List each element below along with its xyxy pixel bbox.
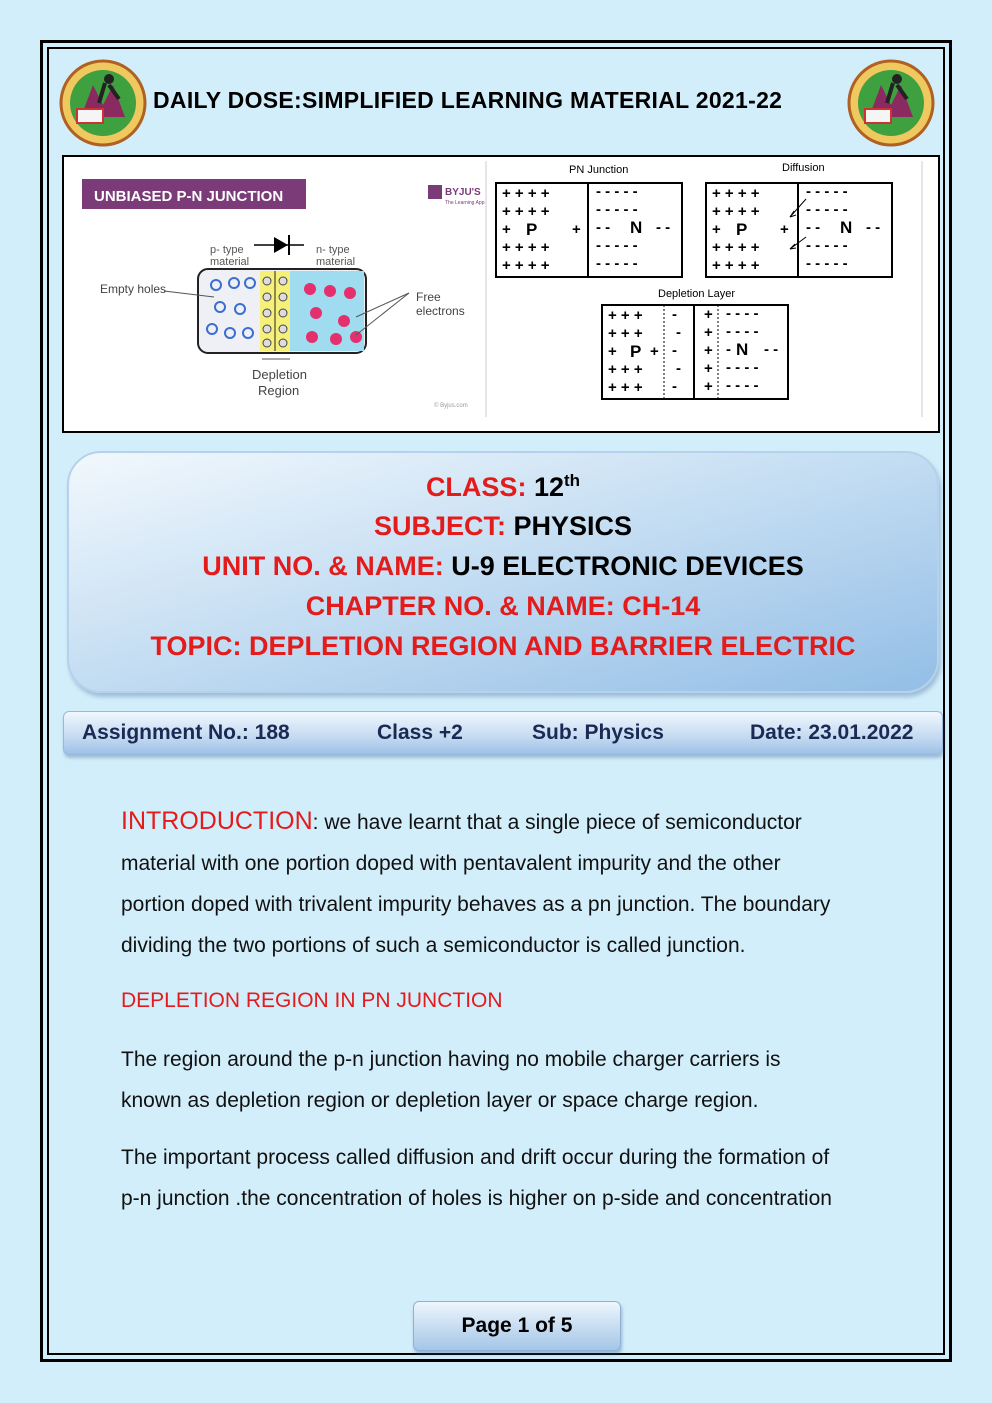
svg-text:+: + xyxy=(704,378,713,395)
svg-text:- - - - -: - - - - - xyxy=(596,237,638,254)
diffusion-n-letter: N xyxy=(840,218,853,237)
intro-paragraph xyxy=(121,801,921,966)
byjus-logo-icon xyxy=(428,185,442,199)
intro-line-3: portion doped with trivalent impurity behaves as a pn junction. The boundary xyxy=(121,893,831,916)
school-logo-left-icon xyxy=(59,59,147,147)
unbiased-title: UNBIASED P-N JUNCTION xyxy=(94,188,284,205)
pn-p-letter: P xyxy=(526,220,538,239)
svg-text:-: - xyxy=(726,341,731,358)
depletion-layer-title: Depletion Layer xyxy=(658,288,736,300)
svg-text:+ + + +: + + + + xyxy=(712,203,760,220)
svg-text:+ + + +: + + + + xyxy=(502,239,550,256)
class-line xyxy=(69,471,937,503)
svg-text:+: + xyxy=(712,221,721,238)
empty-holes-label: Empty holes xyxy=(100,282,167,296)
free-electrons-label-2: electrons xyxy=(416,304,465,318)
svg-text:+: + xyxy=(502,221,511,238)
svg-text:- - - - -: - - - - - xyxy=(596,201,638,218)
brand-tagline: The Learning App xyxy=(445,200,485,206)
svg-text:-: - xyxy=(672,378,677,395)
svg-text:- - - -: - - - - xyxy=(726,377,759,394)
school-logo-right-icon xyxy=(847,59,935,147)
free-electrons-label-1: Free xyxy=(416,290,441,304)
svg-text:-: - xyxy=(672,342,677,359)
svg-text:+ + + +: + + + + xyxy=(502,203,550,220)
svg-text:- -: - - xyxy=(764,341,779,358)
chapter-line: CHAPTER NO. & NAME: CH-14 xyxy=(305,591,701,621)
svg-text:- - - -: - - - - xyxy=(726,359,759,376)
svg-text:- - - - -: - - - - - xyxy=(806,183,848,200)
svg-text:+: + xyxy=(704,306,713,323)
pn-junction-figure xyxy=(62,155,940,433)
svg-text:+ + + +: + + + + xyxy=(712,257,760,274)
p-type-label-2: material xyxy=(210,256,250,268)
svg-text:- - - -: - - - - xyxy=(726,305,759,322)
svg-text:- -: - - xyxy=(806,219,821,236)
section-heading: DEPLETION REGION IN PN JUNCTION xyxy=(121,989,503,1012)
para2-line-2: p-n junction .the concentration of holes is higher on p-side and concentration xyxy=(121,1187,832,1210)
intro-line-4: dividing the two portions of such a semiconductor is called junction. xyxy=(121,934,746,957)
svg-text:- - - - -: - - - - - xyxy=(806,201,848,218)
topic-line: TOPIC: DEPLETION REGION AND BARRIER ELECTRIC xyxy=(150,631,856,661)
n-type-label-2: material xyxy=(316,256,356,268)
svg-text:+: + xyxy=(704,324,713,341)
pn-n-letter: N xyxy=(630,218,643,237)
svg-text:+: + xyxy=(608,343,617,360)
subject-value: PHYSICS xyxy=(513,511,633,541)
diffusion-p-letter: P xyxy=(736,220,748,239)
svg-text:-: - xyxy=(672,306,677,323)
svg-text:- - - - -: - - - - - xyxy=(806,237,848,254)
depletion-n-letter: N xyxy=(736,340,749,359)
svg-text:- - - -: - - - - xyxy=(726,323,759,340)
intro-line-2: material with one portion doped with pentavalent impurity and the other xyxy=(121,852,781,875)
svg-text:+ + + +: + + + + xyxy=(712,185,760,202)
svg-text:-: - xyxy=(676,360,681,377)
svg-text:- - - - -: - - - - - xyxy=(806,255,848,272)
svg-text:+ + + +: + + + + xyxy=(502,257,550,274)
copyright: © Byjus.com xyxy=(434,403,468,409)
svg-text:+ + +: + + + xyxy=(608,325,643,342)
svg-text:+ + +: + + + xyxy=(608,379,643,396)
unit-line xyxy=(69,551,937,582)
svg-text:- - - - -: - - - - - xyxy=(596,183,638,200)
svg-text:- -: - - xyxy=(596,219,611,236)
depletion-label-2: Region xyxy=(258,383,300,398)
assignment-subject: Sub: Physics xyxy=(532,721,664,744)
subject-label: SUBJECT: xyxy=(373,511,506,541)
para1-line-2: known as depletion region or depletion layer or space charge region. xyxy=(121,1089,759,1112)
diffusion-title: Diffusion xyxy=(782,162,825,174)
assignment-number: Assignment No.: 188 xyxy=(82,721,290,744)
para2 xyxy=(121,1137,921,1219)
header-title: DAILY DOSE:SIMPLIFIED LEARNING MATERIAL 2021-22 xyxy=(153,87,783,113)
svg-text:+: + xyxy=(650,343,659,360)
para1-line-1: The region around the p-n junction having no mobile charger carriers is xyxy=(121,1048,781,1071)
subject-line xyxy=(69,511,937,542)
svg-text:+ + + +: + + + + xyxy=(502,185,550,202)
svg-text:+: + xyxy=(780,221,789,238)
svg-text:+ + +: + + + xyxy=(608,307,643,324)
intro-line-1-text: : we have learnt that a single piece of semiconductor xyxy=(312,811,802,834)
unit-label: UNIT NO. & NAME: xyxy=(202,551,444,581)
svg-text:- -: - - xyxy=(866,219,881,236)
svg-text:+: + xyxy=(704,360,713,377)
svg-text:-: - xyxy=(676,324,681,341)
unit-value: U-9 ELECTRONIC DEVICES xyxy=(451,551,804,581)
pn-junction-title: PN Junction xyxy=(569,164,629,176)
page-indicator: Page 1 of 5 xyxy=(413,1301,621,1351)
class-value: 12 xyxy=(533,472,564,502)
intro-heading: INTRODUCTION xyxy=(121,807,313,835)
brand-name: BYJU'S xyxy=(445,187,481,198)
svg-text:+ + + +: + + + + xyxy=(712,239,760,256)
course-info-panel xyxy=(67,451,939,693)
svg-text:- - - - -: - - - - - xyxy=(596,255,638,272)
depletion-label-1: Depletion xyxy=(252,367,307,382)
para1 xyxy=(121,1039,921,1121)
class-label: CLASS: xyxy=(425,472,527,502)
p-type-label-1: p- type xyxy=(210,244,244,256)
svg-text:- -: - - xyxy=(656,219,671,236)
intro-line-1 xyxy=(121,801,921,843)
page-frame xyxy=(40,40,952,1362)
class-sup: th xyxy=(564,471,581,490)
svg-text:+: + xyxy=(572,221,581,238)
n-type-label-1: n- type xyxy=(316,244,350,256)
depletion-p-letter: P xyxy=(630,342,642,361)
svg-text:+ + +: + + + xyxy=(608,361,643,378)
assignment-bar xyxy=(63,711,943,755)
assignment-date: Date: 23.01.2022 xyxy=(750,721,914,744)
page-inner-frame xyxy=(47,47,945,1355)
para2-line-1: The important process called diffusion and drift occur during the formation of xyxy=(121,1146,830,1169)
svg-text:+: + xyxy=(704,342,713,359)
assignment-class: Class +2 xyxy=(377,721,463,744)
